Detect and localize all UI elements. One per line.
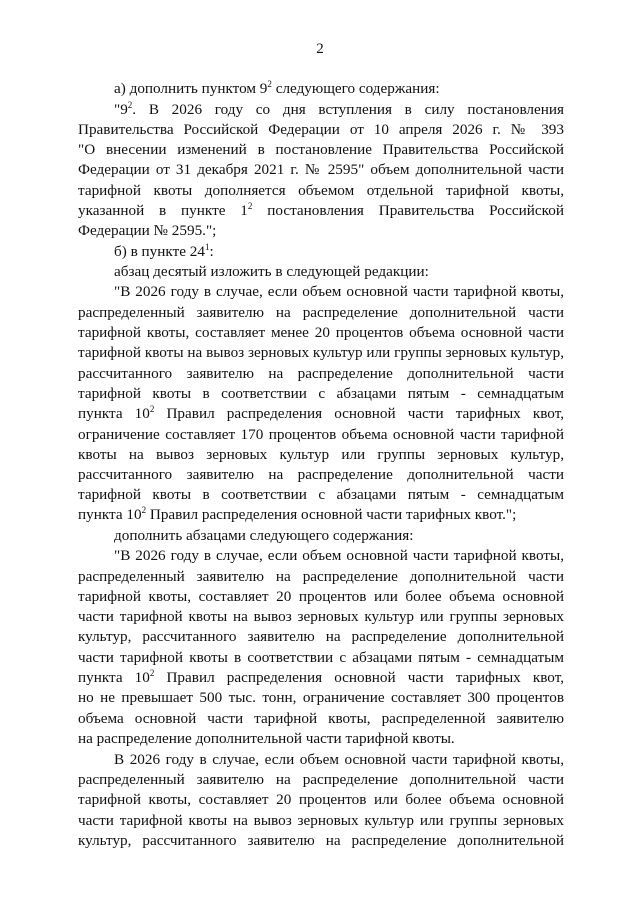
text-segment: . В 2026 году со дня вступления в силу постановления [132, 101, 564, 118]
text-line [78, 343, 564, 363]
text-segment: но не превышает 500 тыс. тонн, ограничение составляет 300 процентов [78, 689, 564, 706]
text-line [78, 770, 564, 790]
text-line [114, 526, 564, 546]
text-line [78, 607, 564, 627]
text-line [78, 505, 564, 525]
text-line [78, 668, 564, 688]
text-segment: тарифной квоты дополняется объемом отдельной тарифной квоты, [78, 182, 564, 199]
text-segment: части тарифной квоты на вывоз зерновых культур или группы зерновых [78, 608, 564, 625]
superscript: 2 [149, 404, 155, 414]
text-line [114, 242, 564, 262]
text-line [78, 790, 564, 810]
text-segment: тарифной квоты в соответствии с абзацами пятым - семнадцатым [78, 385, 564, 402]
text-line [78, 627, 564, 647]
text-line [114, 750, 564, 770]
text-line [114, 79, 564, 99]
text-line [78, 160, 564, 180]
page-number: 2 [316, 41, 324, 57]
text-segment: а) дополнить пунктом 9 [114, 80, 268, 97]
text-line [78, 648, 564, 668]
text-segment: Федерации № 2595."; [78, 222, 217, 239]
text-segment: тарифной квоты, составляет менее 20 процентов объема основной части [78, 324, 564, 341]
text-segment: объема основной части тарифной квоты, распределенной заявителю [78, 710, 564, 727]
text-segment: "В 2026 году в случае, если объем основной части тарифной квоты, [114, 283, 564, 300]
text-segment: культур, рассчитанного заявителю на распределение дополнительной [78, 628, 564, 645]
text-segment: "В 2026 году в случае, если объем основной части тарифной квоты, [114, 547, 564, 564]
text-segment: тарифной квоты на вывоз зерновых культур или группы зерновых культур, [78, 344, 564, 361]
text-segment: рассчитанного заявителю на распределение дополнительной части [78, 466, 564, 483]
text-segment: культур, рассчитанного заявителю на распределение дополнительной [78, 832, 564, 849]
superscript: 2 [247, 201, 253, 211]
text-line [78, 465, 564, 485]
text-line [78, 404, 564, 424]
text-segment: тарифной квоты, составляет 20 процентов или более объема основной [78, 791, 564, 808]
text-segment: пункта 10 [78, 669, 150, 686]
text-segment: ограничение составляет 170 процентов объема основной части тарифной [78, 426, 564, 443]
text-segment: "9 [114, 101, 128, 118]
text-segment: указанной в пункте 1 [78, 202, 248, 219]
text-line [78, 709, 564, 729]
text-line [78, 729, 564, 749]
superscript: 1 [204, 242, 210, 252]
text-line [78, 221, 564, 241]
text-segment: Правил распределения основной части тарифных квот."; [146, 506, 517, 523]
text-segment: на распределение дополнительной части тарифной квоты. [78, 730, 455, 747]
text-segment: части тарифной квоты на вывоз зерновых культур или группы зерновых [78, 812, 564, 829]
superscript: 2 [127, 100, 133, 110]
superscript: 2 [267, 79, 272, 89]
text-segment: Правил распределения основной части тарифных квот, [154, 669, 564, 686]
text-segment: : [209, 243, 214, 260]
text-line [78, 831, 564, 851]
text-segment: тарифной квоты в соответствии с абзацами пятым - семнадцатым [78, 486, 564, 503]
text-segment: "О внесении изменений в постановление Правительства Российской [78, 141, 564, 158]
text-line [78, 425, 564, 445]
text-segment: квоты на вывоз зерновых культур или группы зерновых культур, [78, 446, 564, 463]
text-segment: рассчитанного заявителю на распределение дополнительной части [78, 365, 564, 382]
superscript: 2 [141, 505, 147, 515]
text-segment: тарифной квоты, составляет 20 процентов или более объема основной [78, 588, 564, 605]
text-line [114, 100, 564, 120]
text-segment: распределенный заявителю на распределение дополнительной части [78, 771, 564, 788]
text-line [78, 323, 564, 343]
text-line [78, 140, 564, 160]
text-segment: пункта 10 [78, 405, 150, 422]
text-segment: распределенный заявителю на распределение дополнительной части [78, 304, 564, 321]
text-line [78, 485, 564, 505]
text-segment: постановления Правительства Российской [252, 202, 564, 219]
text-line [78, 811, 564, 831]
text-line [78, 364, 564, 384]
text-segment: распределенный заявителю на распределение дополнительной части [78, 568, 564, 585]
text-segment: части тарифной квоты в соответствии с абзацами пятым - семнадцатым [78, 649, 564, 666]
text-line [114, 262, 564, 282]
text-segment: Правил распределения основной части тарифных квот, [154, 405, 564, 422]
text-line [78, 120, 564, 140]
superscript: 2 [149, 668, 155, 678]
text-line [78, 587, 564, 607]
text-line [78, 181, 564, 201]
text-segment: Федерации от 31 декабря 2021 г. № 2595" объем дополнительной части [78, 161, 564, 178]
text-line [78, 445, 564, 465]
text-segment: б) в пункте 24 [114, 243, 205, 260]
text-line [114, 282, 564, 302]
text-segment: следующего содержания: [271, 80, 440, 97]
text-line [78, 303, 564, 323]
text-segment: дополнить абзацами следующего содержания: [114, 527, 414, 544]
text-segment: Правительства Российской Федерации от 10 апреля 2026 г. № 393 [78, 121, 564, 138]
text-segment: пункта 10 [78, 506, 142, 523]
text-line [78, 567, 564, 587]
text-line [78, 384, 564, 404]
text-segment: В 2026 году в случае, если объем основной части тарифной квоты, [114, 751, 564, 768]
text-line [78, 201, 564, 221]
text-line [114, 546, 564, 566]
text-line [78, 688, 564, 708]
text-segment: абзац десятый изложить в следующей редакции: [114, 263, 429, 280]
